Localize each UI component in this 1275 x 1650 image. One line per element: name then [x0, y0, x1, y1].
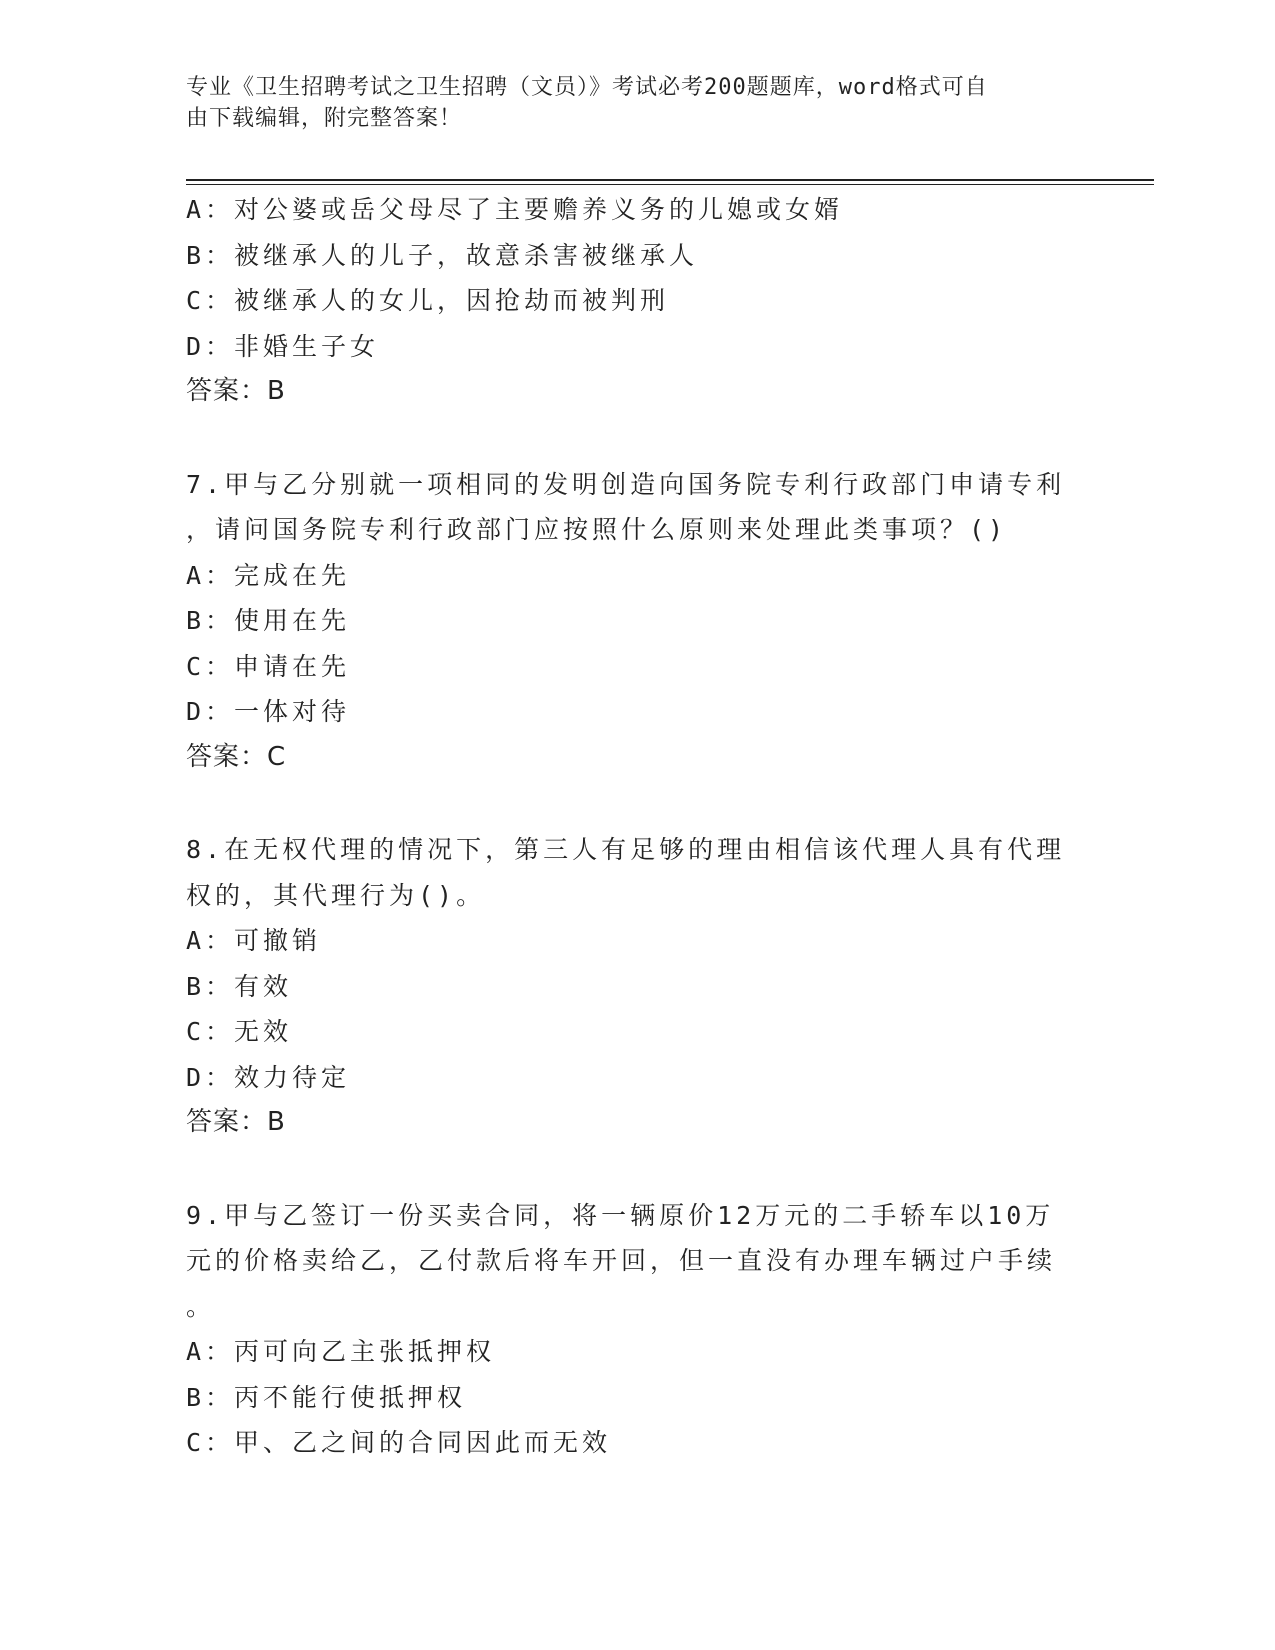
- q6-option-c: C：被继承人的女儿，因抢劫而被判刑: [186, 286, 670, 315]
- q8-stem-line-1: 8.在无权代理的情况下，第三人有足够的理由相信该代理人具有代理: [186, 835, 1066, 864]
- q6-option-b: B：被继承人的儿子，故意杀害被继承人: [186, 240, 699, 270]
- q9-option-a: A：丙可向乙主张抵押权: [186, 1337, 496, 1366]
- q7-option-b: B：使用在先: [186, 606, 351, 635]
- question-8-block: [186, 827, 1086, 1146]
- q8-option-c: C：无效: [186, 1017, 293, 1046]
- q9-stem-line-2: 元的价格卖给乙，乙付款后将车开回，但一直没有办理车辆过户手续: [186, 1246, 1057, 1275]
- spacer: [186, 780, 1086, 827]
- q9-option-b: B：丙不能行使抵押权: [186, 1382, 467, 1412]
- q8-option-d: D：效力待定: [186, 1062, 351, 1092]
- q7-answer: 答案：C: [186, 741, 287, 772]
- header-divider-thick: [186, 179, 1154, 181]
- q8-stem-line-2: 权的，其代理行为()。: [186, 880, 486, 910]
- q8-option-a: A：可撤销: [186, 926, 322, 955]
- spacer: [186, 415, 1086, 462]
- question-7-block: [186, 462, 1086, 781]
- q7-stem-line-1: 7.甲与乙分别就一项相同的发明创造向国务院专利行政部门申请专利: [186, 469, 1066, 499]
- header-line-2: 由下载编辑，附完整答案！: [186, 106, 463, 131]
- q6-answer: 答案：B: [186, 376, 286, 406]
- q7-option-d: D：一体对待: [186, 697, 351, 726]
- q9-option-c: C：甲、乙之间的合同因此而无效: [186, 1428, 612, 1457]
- q7-stem-line-2: ，请问国务院专利行政部门应按照什么原则来处理此类事项？(): [186, 515, 1008, 544]
- header-divider-thin: [186, 184, 1154, 185]
- question-9-block: [186, 1193, 1086, 1466]
- question-6-block: [186, 187, 1086, 415]
- header-line-1: 专业《卫生招聘考试之卫生招聘（文员）》考试必考200题题库，word格式可自: [186, 75, 988, 100]
- q8-option-b: B：有效: [186, 971, 293, 1001]
- q6-option-a: A：对公婆或岳父母尽了主要赡养义务的儿媳或女婿: [186, 195, 844, 224]
- q7-option-a: A：完成在先: [186, 560, 351, 590]
- spacer: [186, 1146, 1086, 1193]
- q7-option-c: C：申请在先: [186, 651, 351, 681]
- document-header: [186, 72, 1066, 134]
- q6-option-d: D：非婚生子女: [186, 331, 380, 361]
- q9-stem-line-3: 。: [186, 1291, 216, 1321]
- q9-stem-line-1: 9.甲与乙签订一份买卖合同，将一辆原价12万元的二手轿车以10万: [186, 1200, 1055, 1230]
- q8-answer: 答案：B: [186, 1107, 286, 1137]
- question-content: [186, 187, 1086, 1466]
